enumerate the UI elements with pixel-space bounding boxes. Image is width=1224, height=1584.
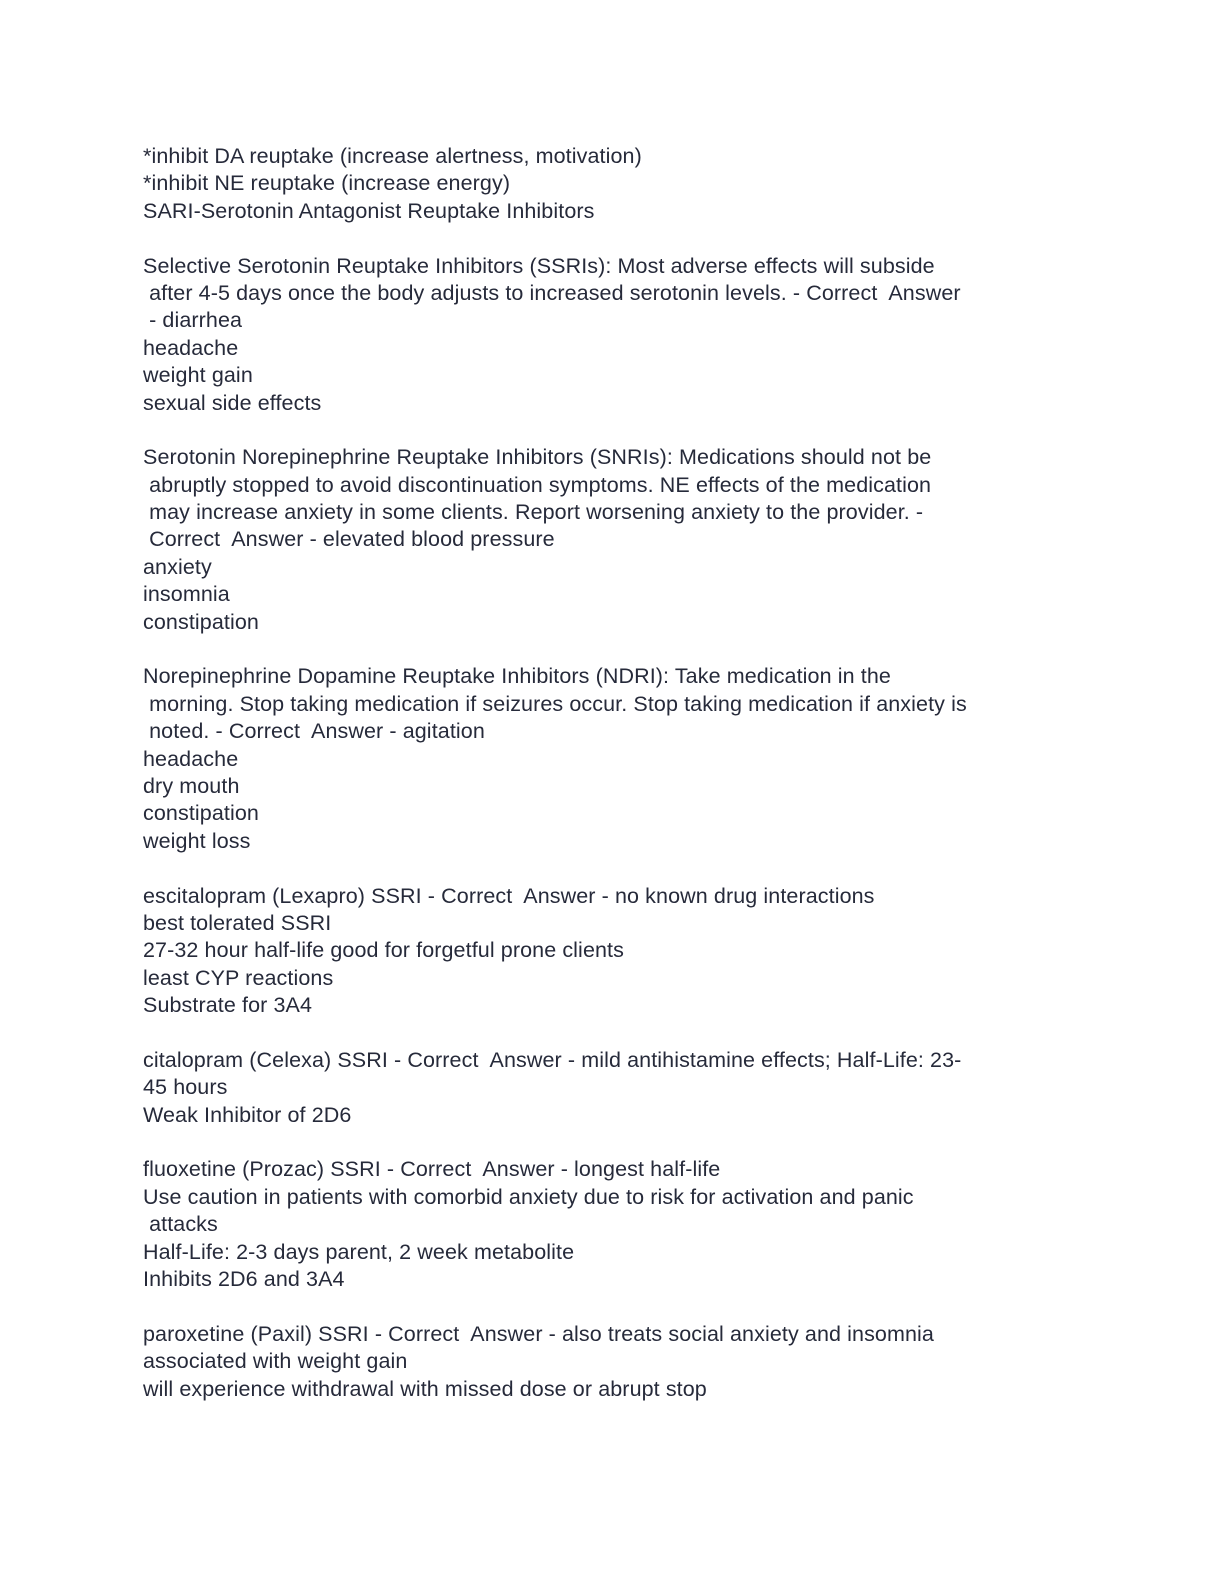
text-line: Inhibits 2D6 and 3A4 <box>143 1267 345 1292</box>
text-line: Use caution in patients with comorbid anxiety due to risk for activation and panic <box>143 1184 914 1209</box>
blank-line <box>143 1129 1083 1156</box>
text-line: 45 hours <box>143 1075 228 1100</box>
text-line: fluoxetine (Prozac) SSRI - Correct Answer - longest half-life <box>143 1157 721 1182</box>
text-line: headache <box>143 746 239 771</box>
text-line: 27-32 hour half-life good for forgetful prone clients <box>143 938 624 963</box>
text-line: may increase anxiety in some clients. Report worsening anxiety to the provider. - <box>143 500 924 525</box>
text-line: Serotonin Norepinephrine Reuptake Inhibitors (SNRIs): Medications should not be <box>143 445 932 470</box>
text-line: Weak Inhibitor of 2D6 <box>143 1102 352 1127</box>
text-line: constipation <box>143 609 259 634</box>
blank-line <box>143 636 1083 663</box>
text-line: Norepinephrine Dopamine Reuptake Inhibitors (NDRI): Take medication in the <box>143 664 891 689</box>
text-line: weight gain <box>143 363 253 388</box>
text-line: SARI-Serotonin Antagonist Reuptake Inhibitors <box>143 198 595 223</box>
text-line: anxiety <box>143 554 212 579</box>
text-line: least CYP reactions <box>143 965 334 990</box>
text-line: attacks <box>143 1212 218 1237</box>
blank-line <box>143 1020 1083 1047</box>
text-line: morning. Stop taking medication if seizures occur. Stop taking medication if anxiety is <box>143 691 967 716</box>
text-line: abruptly stopped to avoid discontinuation symptoms. NE effects of the medication <box>143 472 932 497</box>
text-line: insomnia <box>143 582 230 607</box>
text-line: will experience withdrawal with missed dose or abrupt stop <box>143 1376 707 1401</box>
text-line: best tolerated SSRI <box>143 910 332 935</box>
text-line: citalopram (Celexa) SSRI - Correct Answer - mild antihistamine effects; Half-Life: 23- <box>143 1047 962 1072</box>
text-line: sexual side effects <box>143 390 322 415</box>
blank-line <box>143 1293 1083 1320</box>
text-line: *inhibit DA reuptake (increase alertness, motivation) <box>143 144 642 168</box>
text-line: escitalopram (Lexapro) SSRI - Correct Answer - no known drug interactions <box>143 883 875 908</box>
text-line: - diarrhea <box>143 308 243 333</box>
blank-line <box>143 855 1083 882</box>
text-line: *inhibit NE reuptake (increase energy) <box>143 171 511 196</box>
blank-line <box>143 225 1083 252</box>
text-line: headache <box>143 335 239 360</box>
text-line: Half-Life: 2-3 days parent, 2 week metabolite <box>143 1239 575 1264</box>
text-line: after 4-5 days once the body adjusts to increased serotonin levels. - Correct Answer <box>143 280 961 305</box>
text-line: weight loss <box>143 828 251 853</box>
text-line: constipation <box>143 801 259 826</box>
blank-line <box>143 417 1083 444</box>
text-line: noted. - Correct Answer - agitation <box>143 719 485 744</box>
text-line: Substrate for 3A4 <box>143 993 313 1018</box>
text-line: Selective Serotonin Reuptake Inhibitors (SSRIs): Most adverse effects will subside <box>143 253 935 278</box>
text-line: Correct Answer - elevated blood pressure <box>143 527 555 552</box>
text-line: associated with weight gain <box>143 1349 408 1374</box>
text-line: dry mouth <box>143 773 240 798</box>
document-text <box>143 143 1083 1403</box>
text-line: paroxetine (Paxil) SSRI - Correct Answer - also treats social anxiety and insomnia <box>143 1321 934 1346</box>
